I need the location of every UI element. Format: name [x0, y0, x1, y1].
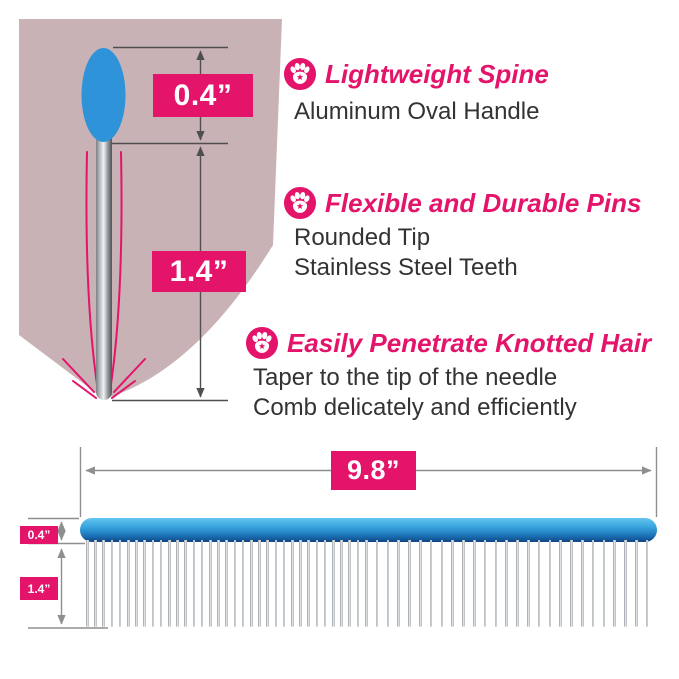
feature-line: Taper to the tip of the needle [253, 364, 558, 391]
feature-title: Easily Penetrate Knotted Hair [287, 328, 652, 358]
paw-icon [283, 57, 317, 91]
spine-height-label: 0.4” [20, 526, 58, 544]
tip-length-label: 0.4” [153, 74, 253, 117]
feature-flexible-pins [283, 186, 641, 283]
feature-line: Comb delicately and efficiently [253, 394, 577, 421]
pin-rounded-tip [82, 48, 126, 142]
feature-penetrate-hair [245, 326, 651, 423]
feature-line: Aluminum Oval Handle [294, 98, 540, 125]
feature-title: Flexible and Durable Pins [325, 188, 642, 218]
paw-icon [245, 326, 279, 360]
comb-spine [80, 518, 657, 542]
feature-line: Rounded Tip [294, 224, 431, 251]
feature-title: Lightweight Spine [325, 59, 549, 89]
pin-length-label: 1.4” [152, 251, 246, 292]
teeth-length-label: 1.4” [20, 577, 58, 600]
feature-lightweight-spine [283, 57, 549, 127]
feature-line: Stainless Steel Teeth [294, 254, 518, 281]
steel-pin [96, 138, 112, 400]
comb-width-label: 9.8” [331, 451, 416, 490]
paw-icon [283, 186, 317, 220]
